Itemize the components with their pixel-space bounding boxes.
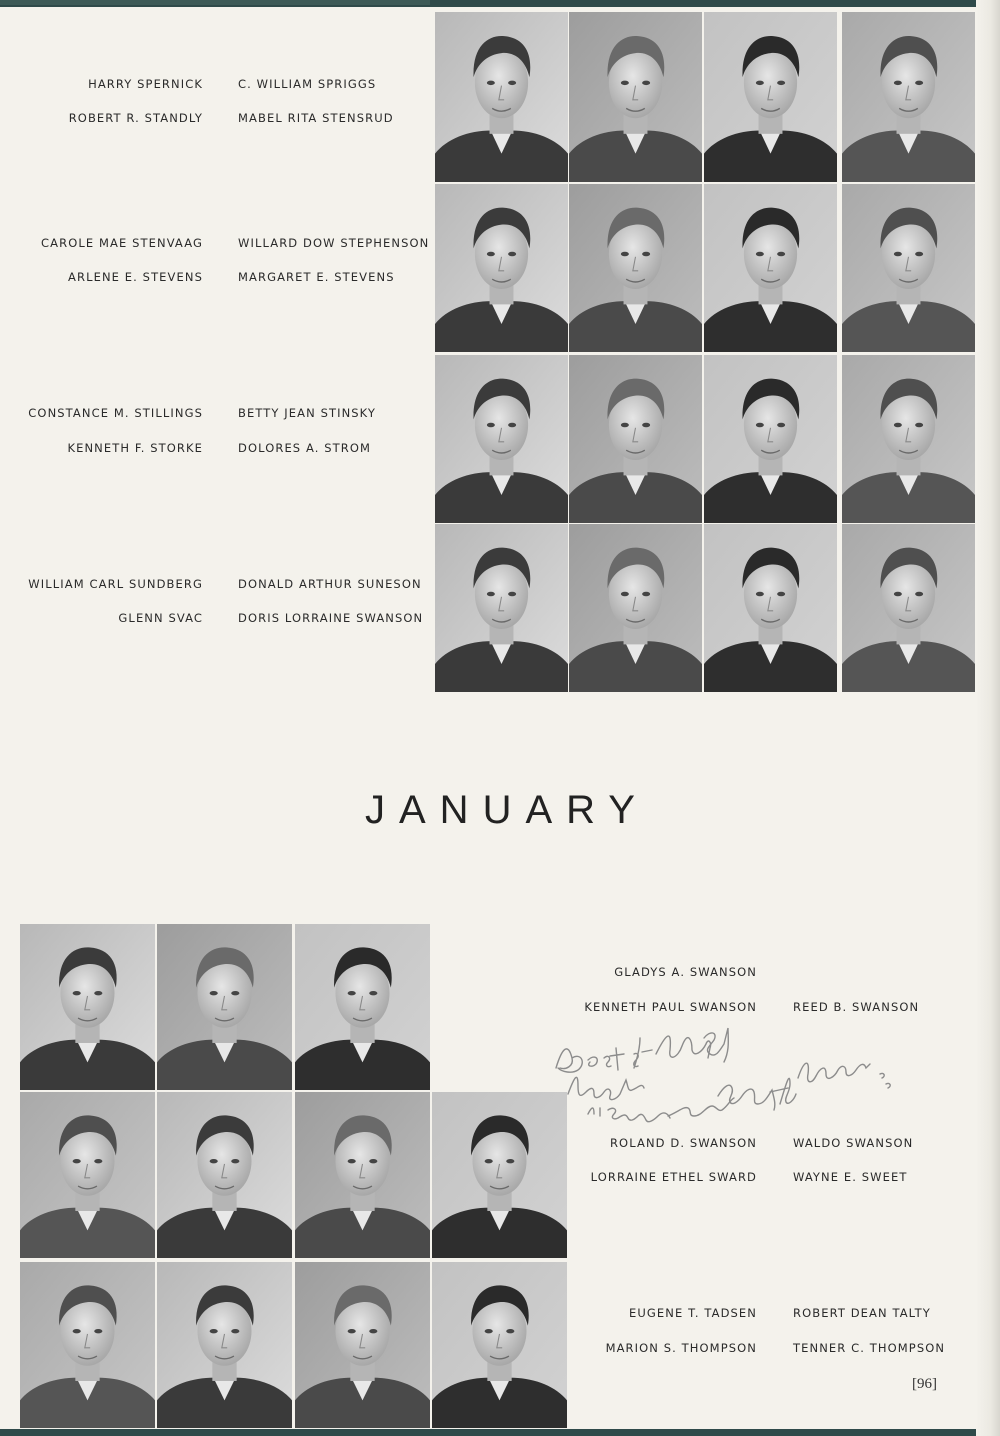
portrait-icon	[20, 1262, 155, 1428]
handwritten-inscription-icon	[548, 1008, 928, 1128]
portrait-icon	[157, 1092, 292, 1258]
portrait-icon	[569, 355, 702, 523]
bottom-binding-band	[0, 1429, 1000, 1436]
portrait-icon	[704, 12, 837, 182]
student-name: WILLARD DOW STEPHENSON	[238, 236, 430, 250]
student-portrait	[295, 1092, 430, 1258]
portrait-icon	[842, 184, 975, 352]
student-portrait	[295, 1262, 430, 1428]
student-name: MABEL RITA STENSRUD	[238, 111, 394, 125]
student-name: CONSTANCE M. STILLINGS	[28, 406, 203, 420]
student-portrait	[20, 1092, 155, 1258]
portrait-icon	[157, 924, 292, 1090]
student-name: DOLORES A. STROM	[238, 441, 372, 455]
student-portrait	[842, 12, 975, 182]
student-name: DORIS LORRAINE SWANSON	[238, 611, 424, 625]
portrait-icon	[435, 355, 568, 523]
student-portrait	[569, 12, 702, 182]
portrait-icon	[435, 184, 568, 352]
portrait-icon	[842, 524, 975, 692]
student-name: DONALD ARTHUR SUNESON	[238, 577, 422, 591]
student-portrait	[20, 1262, 155, 1428]
student-portrait	[435, 12, 568, 182]
student-name: KENNETH PAUL SWANSON	[584, 1000, 757, 1014]
student-name: WAYNE E. SWEET	[793, 1170, 908, 1184]
student-name: MARION S. THOMPSON	[605, 1341, 757, 1355]
student-portrait	[157, 1092, 292, 1258]
portrait-icon	[435, 12, 568, 182]
student-name: C. WILLIAM SPRIGGS	[238, 77, 377, 91]
student-portrait	[20, 924, 155, 1090]
top-binding-band-accent	[0, 0, 430, 5]
portrait-icon	[569, 524, 702, 692]
portrait-icon	[20, 1092, 155, 1258]
student-name: WALDO SWANSON	[793, 1136, 914, 1150]
student-portrait	[704, 355, 837, 523]
student-name: EUGENE T. TADSEN	[629, 1306, 757, 1320]
student-name: WILLIAM CARL SUNDBERG	[28, 577, 203, 591]
student-portrait	[569, 355, 702, 523]
portrait-icon	[432, 1262, 567, 1428]
student-name: MARGARET E. STEVENS	[238, 270, 395, 284]
portrait-icon	[842, 355, 975, 523]
student-portrait	[842, 524, 975, 692]
portrait-icon	[704, 184, 837, 352]
student-name: ROBERT R. STANDLY	[68, 111, 203, 125]
student-name: CAROLE MAE STENVAAG	[41, 236, 203, 250]
student-portrait	[157, 1262, 292, 1428]
portrait-icon	[295, 1092, 430, 1258]
portrait-icon	[704, 355, 837, 523]
portrait-icon	[432, 1092, 567, 1258]
student-portrait	[157, 924, 292, 1090]
student-portrait	[435, 355, 568, 523]
portrait-icon	[295, 1262, 430, 1428]
student-portrait	[842, 184, 975, 352]
student-portrait	[432, 1092, 567, 1258]
student-name: BETTY JEAN STINSKY	[238, 406, 377, 420]
student-portrait	[295, 924, 430, 1090]
student-name: KENNETH F. STORKE	[67, 441, 203, 455]
student-name: GLADYS A. SWANSON	[614, 965, 757, 979]
student-portrait	[569, 524, 702, 692]
page-edge-shadow	[976, 0, 1000, 1436]
portrait-icon	[157, 1262, 292, 1428]
portrait-icon	[20, 924, 155, 1090]
student-name: ROLAND D. SWANSON	[609, 1136, 757, 1150]
portrait-icon	[704, 524, 837, 692]
portrait-icon	[435, 524, 568, 692]
student-name: ARLENE E. STEVENS	[68, 270, 203, 284]
student-portrait	[432, 1262, 567, 1428]
student-name: ROBERT DEAN TALTY	[793, 1306, 931, 1320]
student-name: REED B. SWANSON	[793, 1000, 920, 1014]
student-portrait	[569, 184, 702, 352]
student-name: LORRAINE ETHEL SWARD	[590, 1170, 757, 1184]
student-portrait	[704, 524, 837, 692]
student-portrait	[704, 12, 837, 182]
student-portrait	[435, 524, 568, 692]
student-portrait	[842, 355, 975, 523]
student-name: GLENN SVAC	[118, 611, 203, 625]
month-heading: JANUARY	[365, 788, 649, 832]
student-portrait	[704, 184, 837, 352]
student-portrait	[435, 184, 568, 352]
page-number: [96]	[912, 1376, 937, 1392]
portrait-icon	[295, 924, 430, 1090]
portrait-icon	[569, 12, 702, 182]
portrait-icon	[842, 12, 975, 182]
portrait-icon	[569, 184, 702, 352]
student-name: TENNER C. THOMPSON	[793, 1341, 946, 1355]
student-name: HARRY SPERNICK	[88, 77, 203, 91]
